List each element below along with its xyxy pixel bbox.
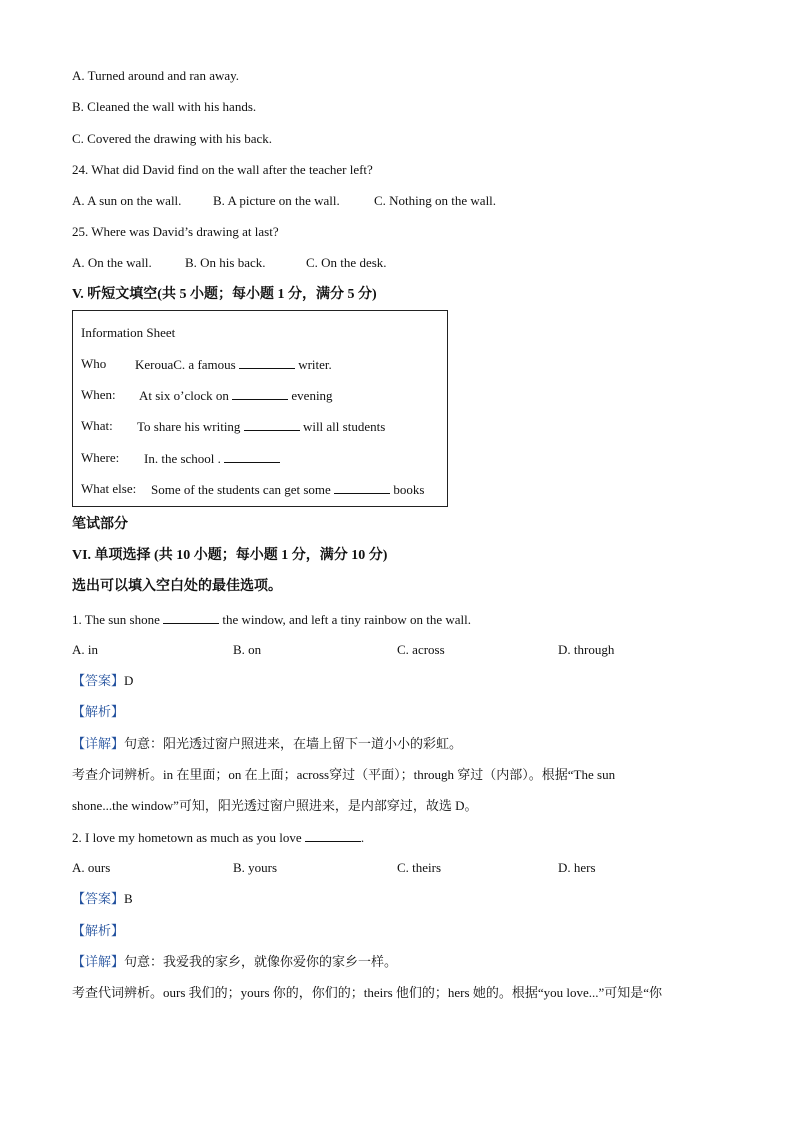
- sheet-label: What else:: [81, 481, 137, 496]
- sheet-value: To share his writing will all students: [137, 419, 386, 434]
- q25-option-a: A. On the wall.: [72, 255, 152, 270]
- q2-option-d: D. hers: [558, 860, 596, 875]
- sheet-value: KerouaC. a famous writer.: [135, 357, 332, 372]
- sheet-label: Where:: [81, 450, 120, 465]
- detail-tag: 【详解】: [72, 736, 125, 751]
- sheet-label: When:: [81, 387, 116, 402]
- information-sheet: [72, 310, 448, 507]
- q24-option-a: A. A sun on the wall.: [72, 193, 182, 208]
- q24-stem: 24. What did David find on the wall after the teacher left?: [72, 162, 373, 177]
- sheet-value: At six o’clock on evening: [139, 388, 333, 403]
- q2-option-a: A. ours: [72, 860, 111, 875]
- sheet-label: What:: [81, 418, 113, 433]
- q2-explanation-line1: 考查代词辨析。ours 我们的；yours 你的，你们的；theirs 他们的；hers 她的。根据“you love...”可知是“你: [72, 985, 663, 1000]
- sheet-row-what-else: [81, 481, 425, 497]
- q1-detail: 【详解】句意：阳光透过窗户照进来，在墙上留下一道小小的彩虹。: [72, 736, 463, 751]
- q25-option-b: B. On his back.: [185, 255, 266, 270]
- q2-answer: [72, 891, 133, 907]
- q2-stem: 2. I love my hometown as much as you love .: [72, 830, 365, 845]
- q23-option-b: B. Cleaned the wall with his hands.: [72, 99, 257, 114]
- answer-blank[interactable]: [239, 356, 295, 369]
- q1-option-a: A. in: [72, 642, 98, 657]
- sheet-row-who: [81, 356, 332, 372]
- answer-blank: [305, 829, 361, 842]
- q25-stem: 25. Where was David’s drawing at last?: [72, 224, 279, 239]
- written-part-heading: 笔试部分: [72, 517, 128, 532]
- answer-tag: 【答案】: [72, 673, 125, 688]
- answer-value: B: [124, 891, 133, 906]
- sheet-row-what: [81, 418, 386, 434]
- q2-analysis-tag: 【解析】: [72, 923, 125, 938]
- q1-explanation-line1: 考查介词辨析。in 在里面；on 在上面；across穿过（平面）；through 穿过（内部）。根据“The sun: [72, 767, 616, 782]
- q23-option-a: A. Turned around and ran away.: [72, 68, 240, 83]
- sheet-label: Who: [81, 356, 107, 371]
- q1-analysis-tag: 【解析】: [72, 704, 125, 719]
- section-v-title: V. 听短文填空(共 5 小题；每小题 1 分，满分 5 分): [72, 287, 377, 302]
- answer-blank[interactable]: [232, 387, 288, 400]
- detail-tag: 【详解】: [72, 954, 125, 969]
- q1-option-c: C. across: [397, 642, 445, 657]
- answer-value: D: [124, 673, 134, 688]
- sheet-title: Information Sheet: [81, 325, 176, 340]
- q2-option-b: B. yours: [233, 860, 278, 875]
- sheet-row-when: [81, 387, 333, 403]
- sheet-value: Some of the students can get some books: [151, 482, 425, 497]
- q1-stem: 1. The sun shone the window, and left a tiny rainbow on the wall.: [72, 612, 471, 627]
- q2-detail: 【详解】句意：我爱我的家乡，就像你爱你的家乡一样。: [72, 954, 398, 969]
- q23-option-c: C. Covered the drawing with his back.: [72, 131, 273, 146]
- q1-explanation-line2: shone...the window”可知，阳光透过窗户照进来，是内部穿过，故选 D。: [72, 798, 478, 813]
- q25-option-c: C. On the desk.: [306, 255, 387, 270]
- sheet-row-where: [81, 450, 225, 466]
- section-vi-title: VI. 单项选择 (共 10 小题；每小题 1 分，满分 10 分): [72, 548, 388, 563]
- q2-option-c: C. theirs: [397, 860, 442, 875]
- sheet-value: In. the school .: [144, 450, 280, 467]
- answer-blank[interactable]: [244, 418, 300, 431]
- q1-answer: [72, 673, 133, 689]
- q24-option-c: C. Nothing on the wall.: [374, 193, 497, 208]
- q24-option-b: B. A picture on the wall.: [213, 193, 340, 208]
- q1-option-d: D. through: [558, 642, 615, 657]
- q1-option-b: B. on: [233, 642, 262, 657]
- answer-blank[interactable]: [224, 450, 280, 463]
- answer-blank[interactable]: [334, 481, 390, 494]
- answer-blank: [163, 611, 219, 624]
- answer-tag: 【答案】: [72, 891, 125, 906]
- section-vi-instruction: 选出可以填入空白处的最佳选项。: [72, 579, 282, 594]
